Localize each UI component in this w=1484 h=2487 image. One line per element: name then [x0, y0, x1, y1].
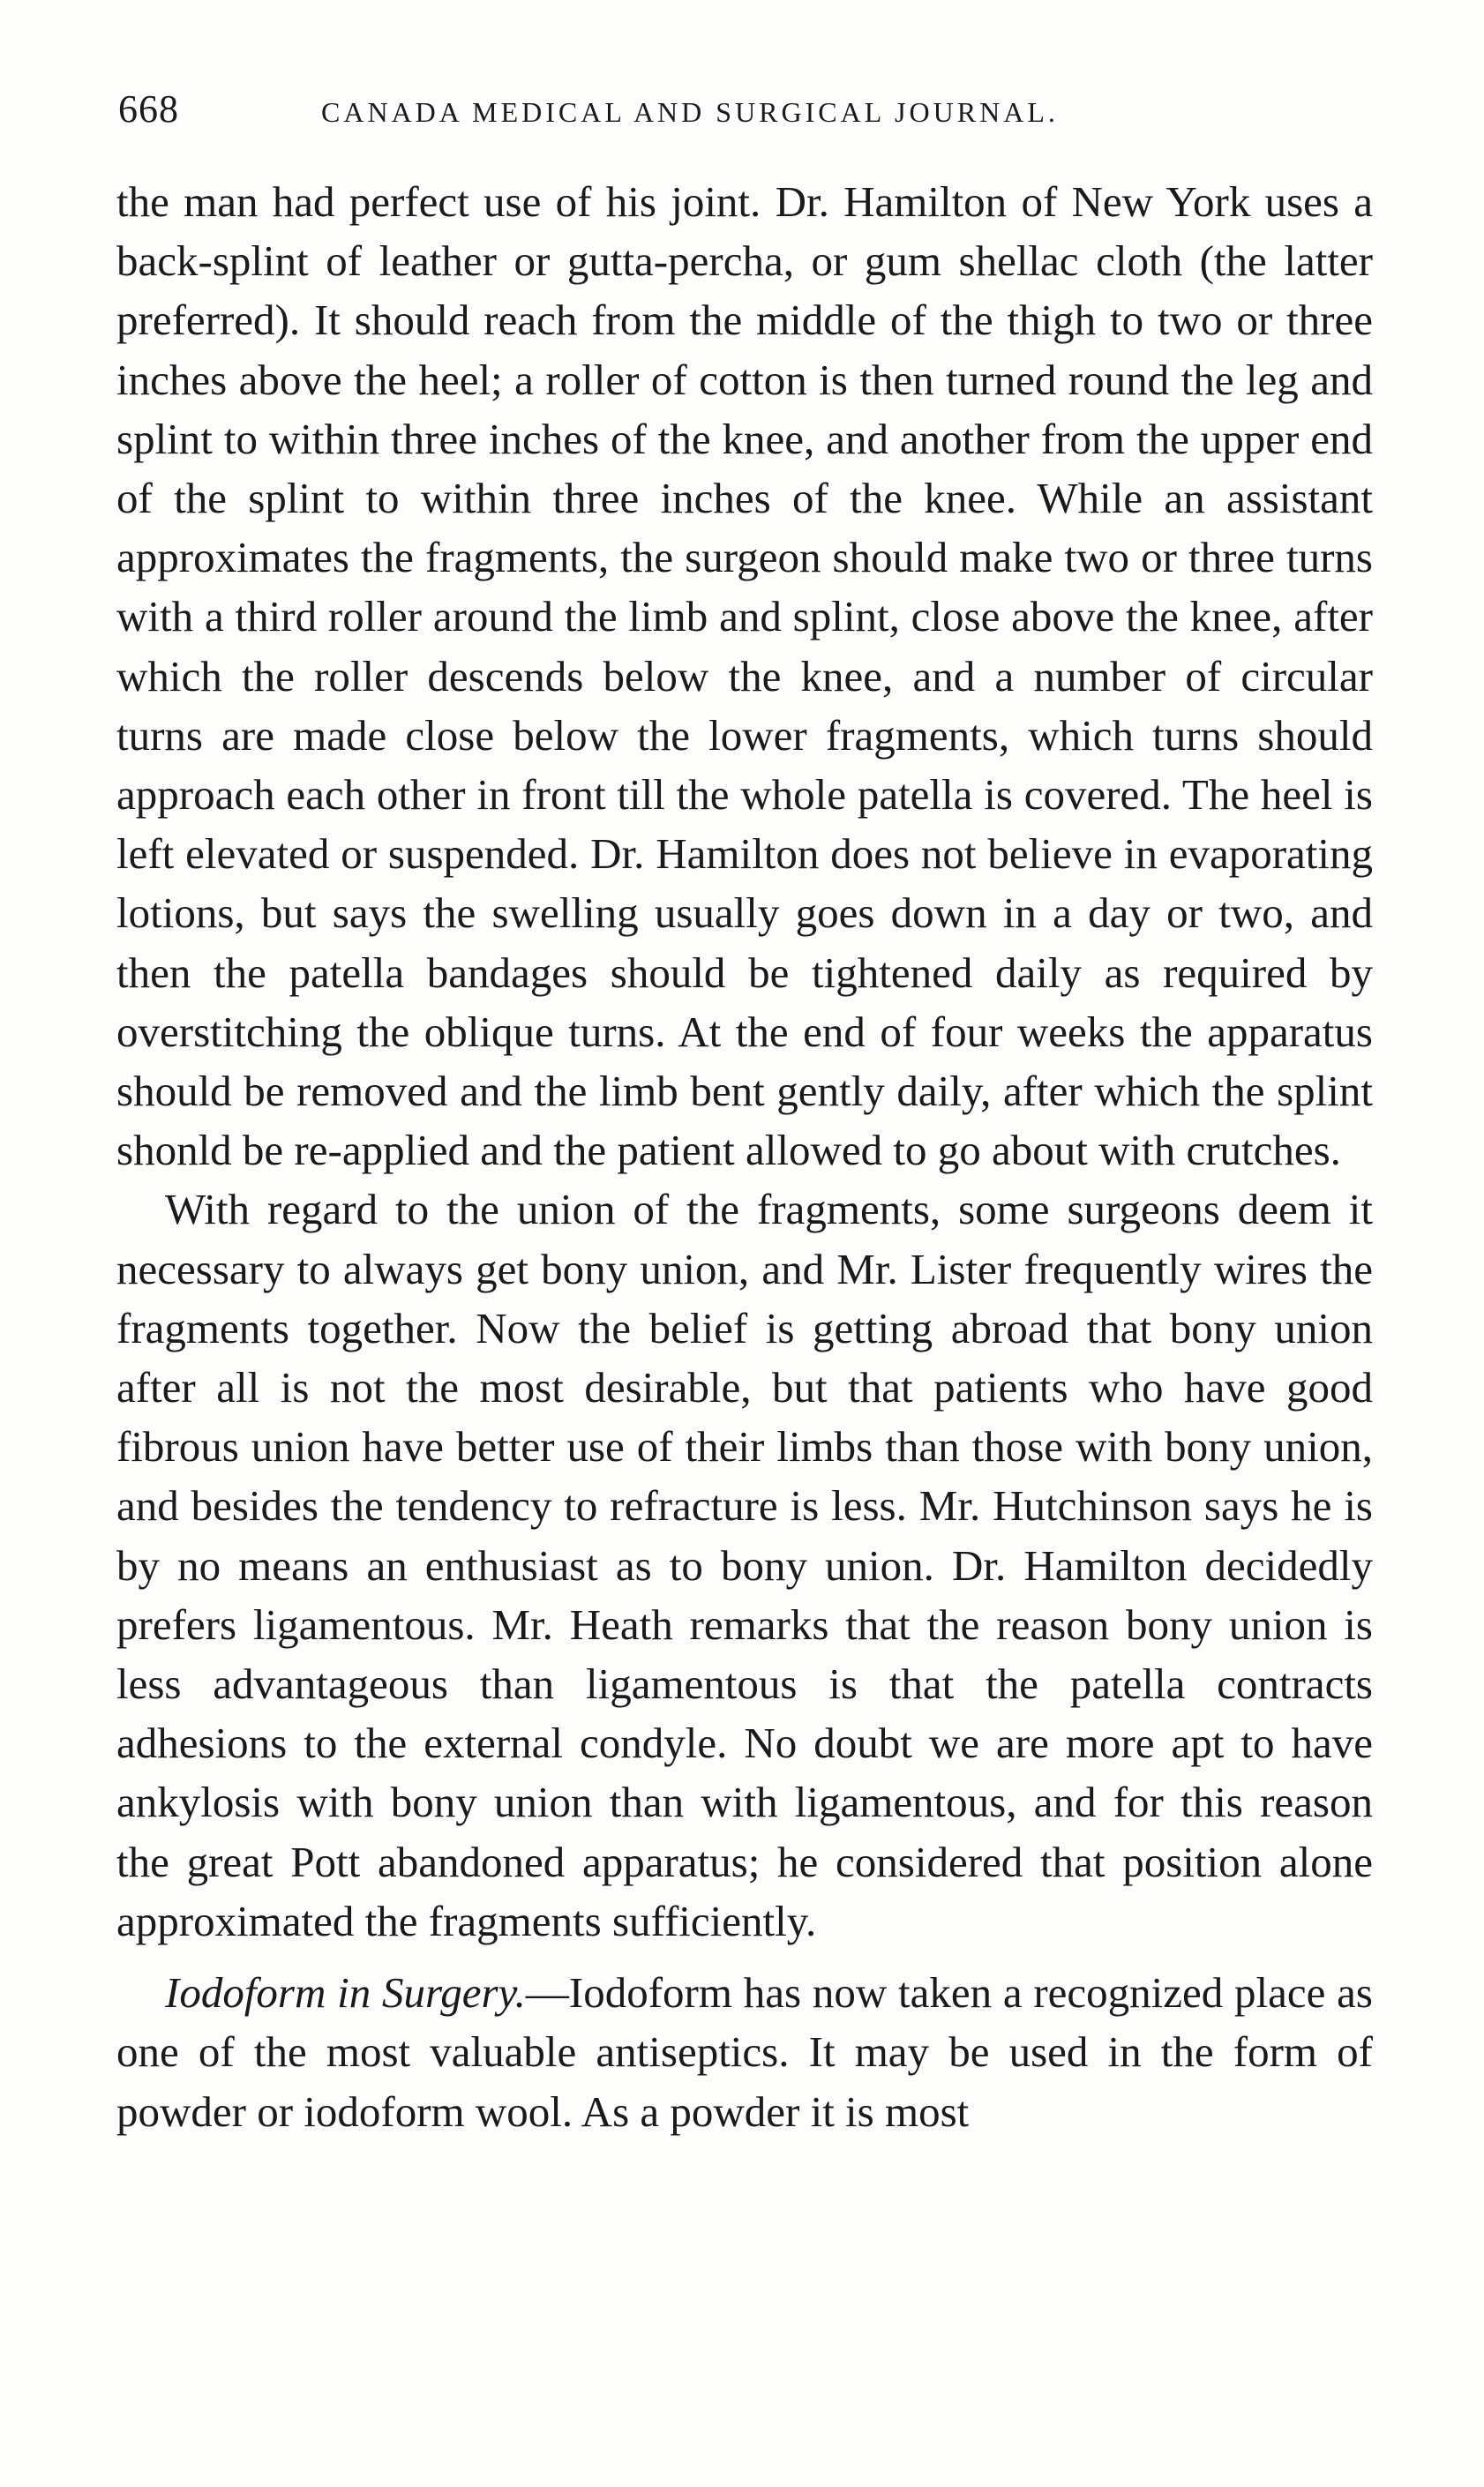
paragraph-text: the man had perfect use of his joint. Dr. Hamilton of New York uses a back-splint of leather or gutta-percha, or gum shellac cloth (the latter preferred). It should reach from the middle of the thigh to two or three inches above the heel; a roller of cotton is then turned round the leg and splint to within three inches of the knee, and another from the upper end of the splint to within three inches of the knee. While an assistant approximates the fragments, the surgeon should make two or three turns with a third roller around the limb and splint, close above the knee, after which the roller descends below the knee, and a number of circular turns are made close below the lower fragments, which turns should approach each other in front till the whole patella is covered. The heel is left elevated or suspended. Dr. Hamilton does not believe in evaporating lotions, but says the swelling usually goes down in a day or two, and then the patella bandages should be tightened daily as required by overstitching the oblique turns. At the end of four weeks the apparatus should be removed and the limb bent gently daily, after which the splint shonld be re-applied and the patient allowed to go about with crutches.	[116, 177, 1373, 1175]
paragraph-text: With regard to the union of the fragments, some surgeons deem it necessary to always get bony union, and Mr. Lister frequently wires the fragments together. Now the belief is getting abroad that bony union after all is not the most desirable, but that patients who have good fibrous union have better use of their limbs than those with bony union, and besides the tendency to refracture is less. Mr. Hutchinson says he is by no means an enthusiast as to bony union. Dr. Hamilton decidedly prefers ligamentous. Mr. Heath remarks that the reason bony union is less advantageous than ligamentous is that the patella contracts adhesions to the external condyle. No doubt we are more apt to have ankylosis with bony union than with ligamentous, and for this reason the great Pott abandoned apparatus; he considered that position alone approximated the fragments sufficiently.	[116, 1185, 1373, 1945]
journal-title: CANADA MEDICAL AND SURGICAL JOURNAL.	[321, 96, 1059, 128]
section-heading: Iodoform in Surgery.	[165, 1968, 526, 2018]
article-body	[116, 172, 1373, 2141]
page-number: 668	[118, 87, 179, 131]
running-head	[118, 86, 1371, 139]
paragraph-continued	[116, 172, 1373, 1180]
paragraph-iodoform	[116, 1963, 1373, 2141]
paragraph-bony-union	[116, 1180, 1373, 1951]
paragraph-text: —Iodoform has now taken a recognized place as one of the most valuable antiseptics. It may be used in the form of powder or iodoform wool. As a powder it is most	[116, 1968, 1373, 2136]
